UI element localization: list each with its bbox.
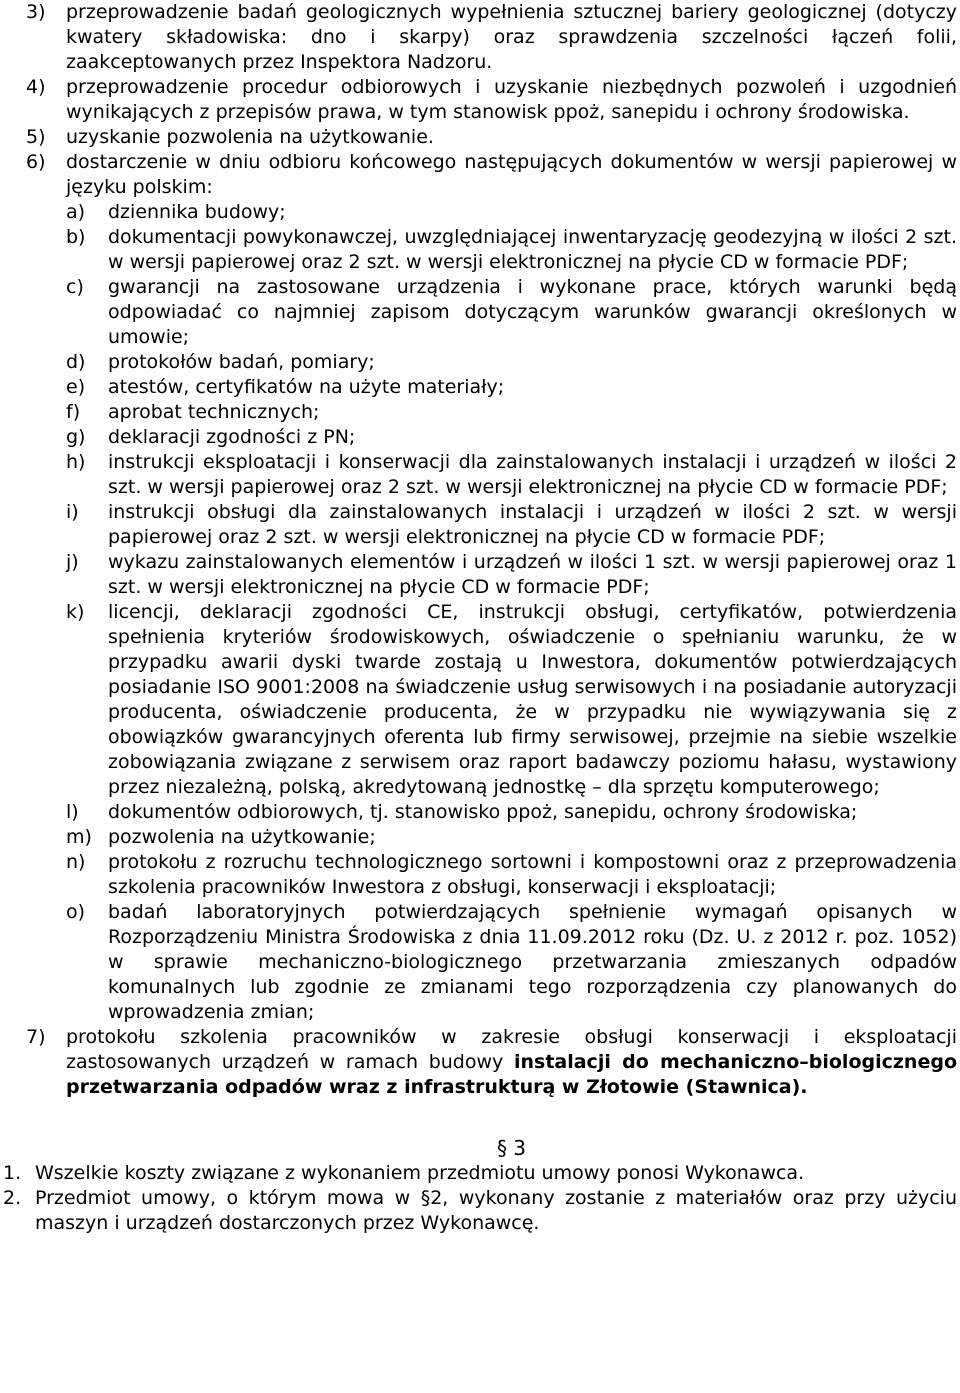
sub-letter: c) xyxy=(66,276,84,298)
sub-list-item xyxy=(26,900,957,1025)
item-text: przeprowadzenie procedur odbiorowych i uzyskanie niezbędnych pozwoleń i uzgodnień wynikających z przepisów prawa, w tym stanowisk ppoż, sanepidu i ochrony środowiska. xyxy=(66,76,957,123)
list-item xyxy=(26,1025,957,1100)
sub-letter: i) xyxy=(66,501,79,523)
item-number: 5) xyxy=(26,126,46,148)
sub-letter: m) xyxy=(66,826,92,848)
sub-text: badań laboratoryjnych potwierdzających spełnienie wymagań opisanych w Rozporządzeniu Ministra Środowiska z dnia 11.09.2012 roku (Dz. U. z 2012 r. poz. 1052) w sprawie mechaniczno-biologicznego przetwarzania zmieszanych odpadów komunalnych lub zgodnie ze zmianami tego rozporządzenia czy planowanych do wprowadzenia zmian; xyxy=(108,901,957,1023)
sub-text: licencji, deklaracji zgodności CE, instrukcji obsługi, certyfikatów, potwierdzenia spełnienia kryteriów środowiskowych, oświadczenie o spełnianiu warunku, że w przypadku awarii dyski twarde zostają u Inwestora, dokumentów potwierdzających posiadanie ISO 9001:2008 na świadczenie usług serwisowych i na posiadanie autoryzacji producenta, oświadczenie producenta, że w przypadku nie wywiązywania się z obowiązków gwarancyjnych oferenta lub firmy serwisowej, przejmie na siebie wszelkie zobowiązania związane z serwisem oraz raport badawczy poziomu hałasu, wystawiony przez niezależną, polską, akredytowaną jednostkę – dla sprzętu komputerowego; xyxy=(108,601,957,798)
item-text: dostarczenie w dniu odbioru końcowego następujących dokumentów w wersji papierowej w języku polskim: xyxy=(66,151,957,198)
section-heading: § 3 xyxy=(496,1136,527,1160)
list-item xyxy=(26,125,957,150)
sub-text: gwarancji na zastosowane urządzenia i wykonane prace, których warunki będą odpowiadać co najmniej zapisom dotyczącym warunków gwarancji określonych w umowie; xyxy=(108,276,957,348)
list-item xyxy=(26,75,957,125)
sub-letter: b) xyxy=(66,226,86,248)
sub-list-item xyxy=(26,825,957,850)
sub-letter: e) xyxy=(66,376,86,398)
sub-text: protokołu z rozruchu technologicznego sortowni i kompostowni oraz z przeprowadzenia szkolenia pracowników Inwestora z obsługi, konserwacji i eksploatacji; xyxy=(108,851,957,898)
sub-text: protokołów badań, pomiary; xyxy=(108,351,375,373)
sub-letter: n) xyxy=(66,851,86,873)
sub-text: deklaracji zgodności z PN; xyxy=(108,426,356,448)
sub-letter: a) xyxy=(66,201,86,223)
clause-number: 2. xyxy=(3,1187,22,1209)
sub-text: instrukcji obsługi dla zainstalowanych instalacji i urządzeń w ilości 2 szt. w wersji papierowej oraz 2 szt. w wersji elektronicznej na płycie CD w formacie PDF; xyxy=(108,501,957,548)
item-number: 6) xyxy=(26,151,46,173)
sub-text: dokumentów odbiorowych, tj. stanowisko ppoż, sanepidu, ochrony środowiska; xyxy=(108,801,858,823)
item-number: 4) xyxy=(26,76,46,98)
item-number: 7) xyxy=(26,1026,46,1048)
sub-list-item xyxy=(26,375,957,400)
clause-text: Wszelkie koszty związane z wykonaniem przedmiotu umowy ponosi Wykonawca. xyxy=(35,1162,805,1184)
sub-letter: j) xyxy=(66,551,79,573)
sub-letter: d) xyxy=(66,351,86,373)
sub-list-item xyxy=(26,400,957,425)
sub-text: wykazu zainstalowanych elementów i urządzeń w ilości 1 szt. w wersji papierowej oraz 1 szt. w wersji elektronicznej na płycie CD w formacie PDF; xyxy=(108,551,957,598)
sub-letter: f) xyxy=(66,401,81,423)
item-text xyxy=(66,1025,957,1100)
sub-list-item xyxy=(26,350,957,375)
sub-list-item xyxy=(26,500,957,550)
sub-list-item xyxy=(26,600,957,800)
sub-list-item xyxy=(26,275,957,350)
clause-text: Przedmiot umowy, o którym mowa w §2, wykonany zostanie z materiałów oraz przy użyciu maszyn i urządzeń dostarczonych przez Wykonawcę. xyxy=(35,1187,957,1234)
clause-number: 1. xyxy=(3,1162,22,1184)
sub-letter: k) xyxy=(66,601,85,623)
item-text-bold: instalacji do mechaniczno–biologicznego przetwarzania odpadów wraz z infrastrukturą w Złotowie (Stawnica). xyxy=(66,1051,957,1098)
sub-letter: l) xyxy=(66,801,79,823)
numbered-clause xyxy=(3,1161,957,1186)
item-text: przeprowadzenie badań geologicznych wypełnienia sztucznej bariery geologicznej (dotyczy kwatery składowiska: dno i skarpy) oraz sprawdzenia szczelności łączeń folii, zaakceptowanych przez Inspektora Nadzoru. xyxy=(66,1,957,73)
sub-letter: o) xyxy=(66,901,86,923)
sub-text: dziennika budowy; xyxy=(108,201,286,223)
sub-text: pozwolenia na użytkowanie; xyxy=(108,826,376,848)
sub-letter: g) xyxy=(66,426,86,448)
sub-list-item xyxy=(26,425,957,450)
sub-list-item xyxy=(26,800,957,825)
numbered-clause xyxy=(3,1186,957,1236)
sub-text: instrukcji eksploatacji i konserwacji dla zainstalowanych instalacji i urządzeń w ilości 2 szt. w wersji papierowej oraz 2 szt. w wersji elektronicznej na płycie CD w formacie PDF; xyxy=(108,451,957,498)
item-number: 3) xyxy=(26,1,46,23)
sub-list-item xyxy=(26,850,957,900)
sub-list-item xyxy=(26,200,957,225)
sub-text: atestów, certyfikatów na użyte materiały; xyxy=(108,376,505,398)
sub-text: dokumentacji powykonawczej, uwzględniającej inwentaryzację geodezyjną w ilości 2 szt. w wersji papierowej oraz 2 szt. w wersji elektronicznej na płycie CD w formacie PDF; xyxy=(108,226,957,273)
list-item xyxy=(26,0,957,75)
item-text-regular: protokołu szkolenia pracowników w zakresie obsługi konserwacji i eksploatacji zastosowanych urządzeń w ramach budowy xyxy=(66,1026,957,1073)
list-item xyxy=(26,150,957,200)
sub-list-item xyxy=(26,550,957,600)
item-text: uzyskanie pozwolenia na użytkowanie. xyxy=(66,126,434,148)
sub-list-item xyxy=(26,225,957,275)
sub-text: aprobat technicznych; xyxy=(108,401,320,423)
sub-letter: h) xyxy=(66,451,86,473)
sub-list-item xyxy=(26,450,957,500)
